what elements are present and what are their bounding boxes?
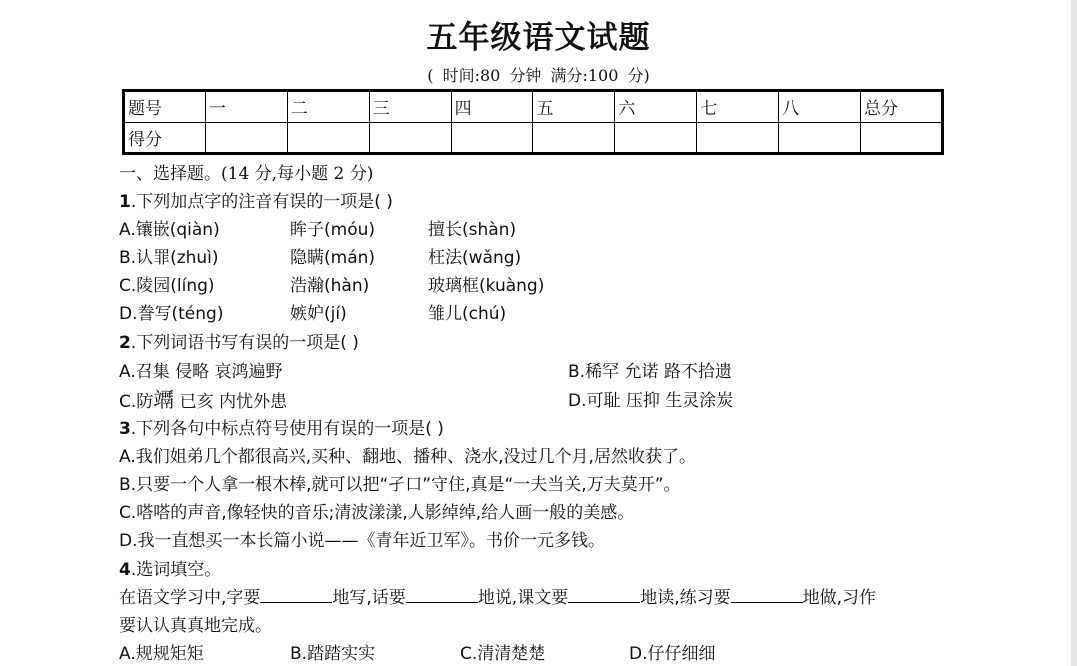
score-empty-cell [861, 122, 943, 154]
score-cell: 一 [205, 91, 287, 123]
q2-stem-text: .下列词语书写有误的一项是( ) [130, 333, 359, 353]
q1-option: 眸子(móu) [290, 220, 375, 240]
q3-option: B.只要一个人拿一根木棒,就可以把“孑口”守住,真是“一夫当关,万夫莫开”。 [119, 475, 681, 495]
q3-number: 3 [119, 419, 131, 439]
q2-option-c [119, 384, 287, 414]
scrollbar[interactable] [1071, 0, 1077, 666]
q2-option-c-suffix: 已亥 内忧外患 [174, 392, 288, 412]
score-empty-cell [287, 122, 369, 154]
q4-option: A.规规矩矩 [119, 644, 204, 664]
score-table-score-row [124, 122, 943, 154]
score-cell: 二 [287, 91, 369, 123]
q4-stem-text: .选词填空。 [130, 560, 222, 580]
q4-number: 4 [119, 560, 131, 580]
score-empty-cell [697, 122, 779, 154]
q1-option: 隐瞒(mán) [290, 248, 376, 268]
q1-option: D.誊写(téng) [119, 304, 224, 324]
q4-blank[interactable] [568, 586, 640, 603]
q4-text-segment: 地做,习作 [802, 588, 877, 608]
q1-number: 1 [119, 192, 131, 212]
score-cell: 七 [697, 91, 779, 123]
q4-text-segment: 在语文学习中,字要 [119, 588, 261, 608]
q2-option-a: A.召集 侵略 哀鸿遍野 [119, 362, 283, 382]
q4-text-segment: 地说,课文要 [477, 588, 569, 608]
q1-option: 枉法(wǎng) [428, 248, 522, 268]
q3-stem [119, 414, 444, 439]
q4-blank[interactable] [406, 586, 478, 603]
q3-option: A.我们姐弟几个都很高兴,买种、翻地、播种、浇水,没过几个月,居然收获了。 [119, 447, 696, 467]
score-empty-cell [533, 122, 615, 154]
q4-option: B.踏踏实实 [290, 644, 376, 664]
score-cell: 八 [779, 91, 861, 123]
score-row-label: 得分 [124, 122, 206, 154]
score-cell: 六 [615, 91, 697, 123]
score-cell: 三 [369, 91, 451, 123]
q1-option: 嫉妒(jí) [290, 304, 347, 324]
q1-option: 浩瀚(hàn) [290, 276, 370, 296]
score-cell: 五 [533, 91, 615, 123]
score-empty-cell [615, 122, 697, 154]
exam-title: 五年级语文试题 [426, 20, 651, 56]
q3-stem-text: .下列各句中标点符号使用有误的一项是( ) [130, 419, 444, 439]
q1-option: 雏儿(chú) [428, 304, 507, 324]
q2-option-d: D.可耻 压抑 生灵涂炭 [568, 391, 734, 411]
score-cell: 总分 [861, 91, 943, 123]
q1-option: B.认罪(zhuì) [119, 248, 219, 268]
score-empty-cell [779, 122, 861, 154]
score-cell: 题号 [124, 91, 206, 123]
q2-number: 2 [119, 333, 131, 353]
q4-text-segment: 地写,话要 [332, 588, 406, 608]
score-table-header-row [124, 91, 943, 123]
q1-stem [119, 187, 393, 212]
exam-subtitle: ( 时间:80 分钟 满分:100 分) [427, 66, 650, 85]
score-table [122, 89, 944, 155]
q4-fill-line [119, 583, 876, 608]
q3-option: C.嗒嗒的声音,像轻快的音乐;清波漾漾,人影绰绰,给人画一般的美感。 [119, 503, 635, 523]
score-empty-cell [205, 122, 287, 154]
score-empty-cell [451, 122, 533, 154]
q4-option: C.清清楚楚 [460, 644, 546, 664]
q1-stem-text: .下列加点字的注音有误的一项是( ) [130, 192, 393, 212]
q2-option-c-prefix: C.防 [119, 392, 154, 412]
q4-blank[interactable] [731, 586, 803, 603]
score-cell: 四 [451, 91, 533, 123]
q2-option-c-char: 竵 [153, 388, 175, 412]
q1-option: A.镶嵌(qiàn) [119, 220, 220, 240]
score-empty-cell [369, 122, 451, 154]
q4-text-segment: 地读,练习要 [640, 588, 731, 608]
q1-option: C.陵园(líng) [119, 276, 215, 296]
q3-option: D.我一直想买一本长篇小说——《青年近卫军》。书价一元多钱。 [119, 531, 605, 551]
q2-option-b: B.稀罕 允诺 路不拾遗 [568, 362, 732, 382]
q4-stem [119, 555, 221, 580]
q2-stem [119, 328, 359, 353]
q4-fill-line-2: 要认认真真地完成。 [119, 616, 272, 636]
q1-option: 玻璃框(kuàng) [428, 276, 545, 296]
q4-option: D.仔仔细细 [629, 644, 716, 664]
section-heading: 一、选择题。(14 分,每小题 2 分) [119, 164, 374, 184]
q1-option: 擅长(shàn) [428, 220, 517, 240]
q4-blank[interactable] [260, 586, 332, 603]
